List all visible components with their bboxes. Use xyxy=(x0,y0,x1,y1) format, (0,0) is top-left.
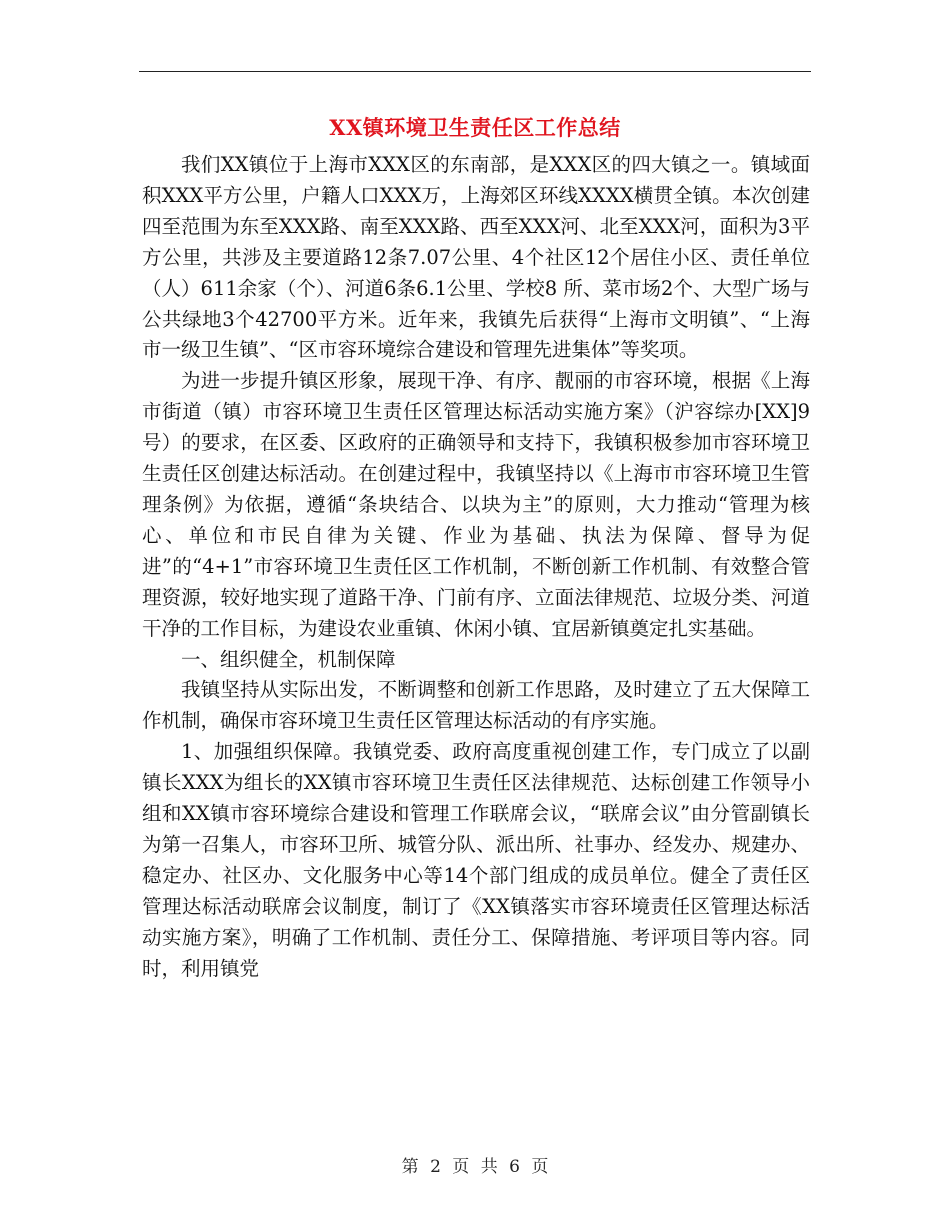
footer-total-pages: 6 xyxy=(509,1157,520,1177)
page-footer xyxy=(0,1152,950,1177)
paragraph-organization-guarantee: 1、加强组织保障。我镇党委、政府高度重视创建工作，专门成立了以副镇长XXX为组长的XX镇市容环境卫生责任区法律规范、达标创建工作领导小组和XX镇市容环境综合建设和管理工作联席会议，“联席会议”由分管副镇长为第一召集人，市容环卫所、城管分队、派出所、社事办、经发办、规建办、稳定办、社区办、文化服务中心等14个部门组成的成员单位。健全了责任区管理达标活动联席会议制度，制订了《XX镇落实市容环境责任区管理达标活动实施方案》，明确了工作机制、责任分工、保障措施、考评项目等内容。同时，利用镇党 xyxy=(142,740,810,980)
header-rule xyxy=(139,71,811,72)
paragraph-background: 为进一步提升镇区形象，展现干净、有序、靓丽的市容环境，根据《上海市街道（镇）市容环境卫生责任区管理达标活动实施方案》（沪容综办[XX]9号）的要求，在区委、区政府的正确领导和支持下，我镇积极参加市容环境卫生责任区创建达标活动。在创建过程中，我镇坚持以《上海市市容环境卫生管理条例》为依据，遵循“条块结合、以块为主”的原则，大力推动“管理为核心、单位和市民自律为关键、作业为基础、执法为保障、督导为促进”的“4+1”市容环境卫生责任区工作机制，不断创新工作机制、有效整合管理资源，较好地实现了道路干净、门前有序、立面法律规范、垃圾分类、河道干净的工作目标，为建设农业重镇、休闲小镇、宜居新镇奠定扎实基础。 xyxy=(142,369,810,640)
footer-total-prefix: 共 xyxy=(480,1157,498,1177)
footer-suffix: 页 xyxy=(531,1157,549,1177)
footer-prefix: 第 xyxy=(401,1157,419,1177)
footer-current-page: 2 xyxy=(430,1157,441,1177)
section-heading-organization: 一、组织健全，机制保障 xyxy=(181,647,396,671)
document-title: XX镇环境卫生责任区工作总结 xyxy=(329,115,621,140)
document-body xyxy=(142,150,810,984)
footer-page-word: 页 xyxy=(452,1157,470,1177)
paragraph-intro: 我们XX镇位于上海市XXX区的东南部，是XXX区的四大镇之一。镇域面积XXX平方公里，户籍人口XXX万，上海郊区环线XXXX横贯全镇。本次创建四至范围为东至XXX路、南至XXX路、西至XXX河、北至XXX河，面积为3平方公里，共涉及主要道路12条7.07公里、4个社区12个居住小区、责任单位（人）611余家（个）、河道6条6.1公里、学校8 所、菜市场2个、大型广场与公共绿地3个42700平方米。近年来，我镇先后获得“上海市文明镇”、“上海市一级卫生镇”、“区市容环境综合建设和管理先进集体”等奖项。 xyxy=(142,153,810,362)
paragraph-mechanism: 我镇坚持从实际出发，不断调整和创新工作思路，及时建立了五大保障工作机制，确保市容环境卫生责任区管理达标活动的有序实施。 xyxy=(142,678,810,733)
